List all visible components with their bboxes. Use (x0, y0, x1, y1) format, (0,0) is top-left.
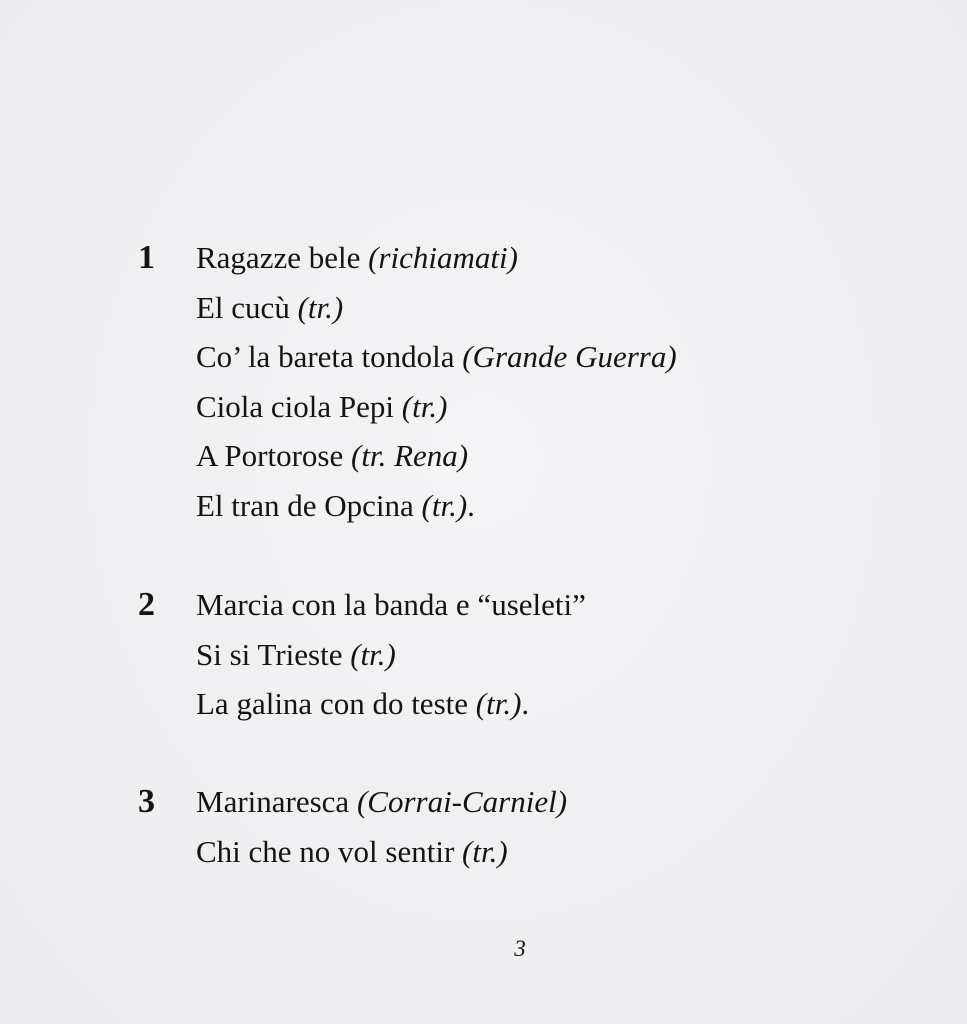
track-list (196, 233, 677, 530)
track-line (196, 283, 677, 333)
section-number: 3 (138, 783, 155, 820)
track-note: (tr.) (401, 388, 448, 424)
track-title: Si si Trieste (196, 636, 351, 672)
track-note: (tr.) (462, 833, 508, 869)
track-list (196, 777, 567, 876)
track-line (196, 481, 677, 531)
track-end: . (467, 487, 475, 523)
track-line (196, 630, 586, 680)
track-title: El tran de Opcina (196, 487, 422, 523)
track-title: Chi che no vol sentir (196, 833, 463, 869)
track-title: Ragazze bele (196, 240, 369, 275)
track-list (196, 580, 586, 729)
track-line (196, 580, 586, 630)
track-line (196, 827, 567, 877)
track-note: (tr.) (297, 289, 344, 325)
track-end: . (521, 686, 530, 721)
section-number: 1 (138, 239, 155, 276)
track-note: (Corrai-Carniel) (356, 784, 568, 819)
track-title: A Portorose (196, 438, 351, 473)
track-title: Marcia con la banda e “useleti” (196, 587, 586, 622)
track-title: Marinaresca (196, 784, 357, 819)
track-line (196, 431, 677, 481)
track-title: Ciola ciola Pepi (196, 388, 402, 424)
track-line (196, 777, 567, 827)
page-number: 3 (514, 936, 526, 961)
track-title: El cucù (196, 289, 298, 325)
track-note: (richiamati) (368, 240, 518, 275)
track-line (196, 679, 586, 729)
track-note: (Grande Guerra) (462, 339, 677, 374)
track-line (196, 233, 677, 283)
track-line (196, 332, 677, 382)
section-number: 2 (138, 586, 155, 623)
track-title: Co’ la bareta tondola (196, 339, 463, 374)
track-note: (tr. Rena) (351, 438, 469, 473)
track-line (196, 382, 677, 432)
track-note: (tr.) (350, 636, 396, 672)
track-note: (tr.) (475, 686, 522, 721)
track-note: (tr.) (421, 487, 468, 523)
track-title: La galina con do teste (196, 686, 476, 721)
